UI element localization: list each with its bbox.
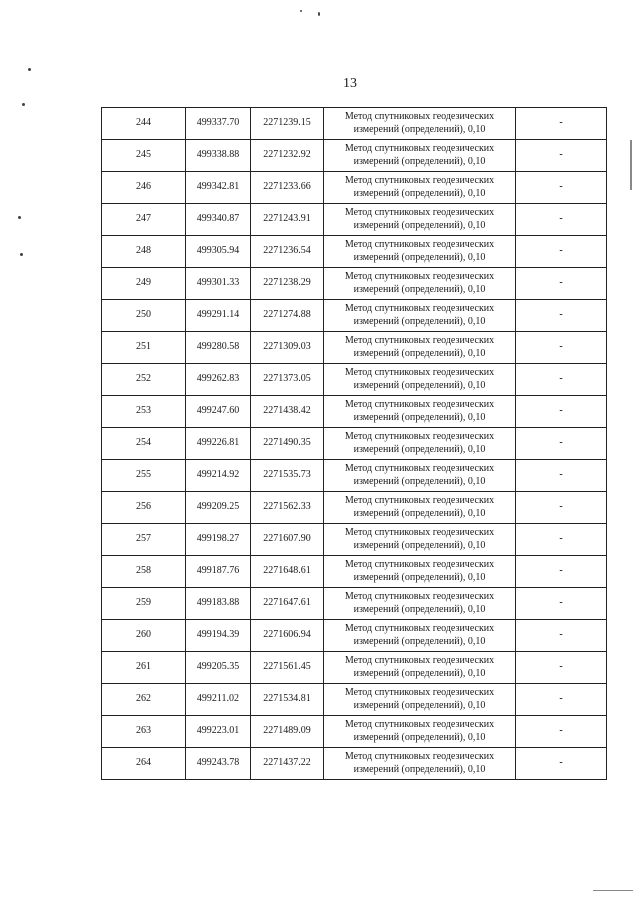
y-coordinate-cell: 2271535.73 (251, 460, 324, 492)
point-number-cell: 244 (102, 108, 186, 140)
method-cell (324, 460, 516, 492)
x-coordinate-cell: 499338.88 (186, 140, 251, 172)
description-cell: - (516, 460, 607, 492)
description-cell: - (516, 172, 607, 204)
description-cell: - (516, 588, 607, 620)
method-line-1: Метод спутниковых геодезических (344, 111, 495, 122)
page-number: 13 (343, 76, 357, 91)
description-cell: - (516, 524, 607, 556)
method-line-2: измерений (определений), 0,10 (353, 155, 486, 167)
method-cell (324, 588, 516, 620)
scan-edge-mark (630, 140, 632, 190)
y-coordinate-cell: 2271236.54 (251, 236, 324, 268)
x-coordinate-cell: 499211.02 (186, 684, 251, 716)
method-cell (324, 620, 516, 652)
y-coordinate-cell: 2271489.09 (251, 716, 324, 748)
table-row (102, 268, 607, 300)
table-row (102, 204, 607, 236)
table-row (102, 364, 607, 396)
method-line-2: измерений (определений), 0,10 (353, 187, 486, 199)
y-coordinate-cell: 2271233.66 (251, 172, 324, 204)
y-coordinate-cell: 2271274.88 (251, 300, 324, 332)
x-coordinate-cell: 499205.35 (186, 652, 251, 684)
method-line-2: измерений (определений), 0,10 (353, 219, 486, 231)
table-row (102, 332, 607, 364)
point-number-cell: 248 (102, 236, 186, 268)
point-number-cell: 263 (102, 716, 186, 748)
description-cell: - (516, 268, 607, 300)
description-cell: - (516, 300, 607, 332)
x-coordinate-cell: 499280.58 (186, 332, 251, 364)
scan-speck (20, 253, 23, 256)
method-line-1: Метод спутниковых геодезических (344, 207, 495, 218)
method-line-1: Метод спутниковых геодезических (344, 559, 495, 570)
method-line-2: измерений (определений), 0,10 (353, 475, 486, 487)
x-coordinate-cell: 499305.94 (186, 236, 251, 268)
method-line-2: измерений (определений), 0,10 (353, 763, 486, 775)
method-line-1: Метод спутниковых геодезических (344, 367, 495, 378)
description-cell: - (516, 492, 607, 524)
description-cell: - (516, 236, 607, 268)
table-row (102, 556, 607, 588)
method-cell (324, 268, 516, 300)
method-line-1: Метод спутниковых геодезических (344, 751, 495, 762)
method-cell (324, 332, 516, 364)
point-number-cell: 258 (102, 556, 186, 588)
point-number-cell: 249 (102, 268, 186, 300)
method-line-2: измерений (определений), 0,10 (353, 603, 486, 615)
point-number-cell: 246 (102, 172, 186, 204)
x-coordinate-cell: 499342.81 (186, 172, 251, 204)
method-cell (324, 236, 516, 268)
x-coordinate-cell: 499226.81 (186, 428, 251, 460)
point-number-cell: 250 (102, 300, 186, 332)
x-coordinate-cell: 499209.25 (186, 492, 251, 524)
point-number-cell: 259 (102, 588, 186, 620)
point-number-cell: 253 (102, 396, 186, 428)
method-line-1: Метод спутниковых геодезических (344, 463, 495, 474)
point-number-cell: 262 (102, 684, 186, 716)
method-line-2: измерений (определений), 0,10 (353, 667, 486, 679)
x-coordinate-cell: 499340.87 (186, 204, 251, 236)
table-row (102, 588, 607, 620)
point-number-cell: 257 (102, 524, 186, 556)
x-coordinate-cell: 499291.14 (186, 300, 251, 332)
table-row (102, 748, 607, 780)
table-row (102, 140, 607, 172)
scan-edge-mark (593, 890, 633, 891)
table-row (102, 684, 607, 716)
method-line-1: Метод спутниковых геодезических (344, 271, 495, 282)
method-line-1: Метод спутниковых геодезических (344, 527, 495, 538)
table-row (102, 236, 607, 268)
table-row (102, 492, 607, 524)
description-cell: - (516, 620, 607, 652)
y-coordinate-cell: 2271373.05 (251, 364, 324, 396)
y-coordinate-cell: 2271243.91 (251, 204, 324, 236)
y-coordinate-cell: 2271648.61 (251, 556, 324, 588)
x-coordinate-cell: 499337.70 (186, 108, 251, 140)
method-cell (324, 172, 516, 204)
method-cell (324, 108, 516, 140)
y-coordinate-cell: 2271561.45 (251, 652, 324, 684)
method-cell (324, 364, 516, 396)
description-cell: - (516, 716, 607, 748)
description-cell: - (516, 364, 607, 396)
x-coordinate-cell: 499198.27 (186, 524, 251, 556)
method-cell (324, 524, 516, 556)
scan-speck (22, 103, 25, 106)
method-cell (324, 300, 516, 332)
method-line-1: Метод спутниковых геодезических (344, 655, 495, 666)
method-line-1: Метод спутниковых геодезических (344, 431, 495, 442)
method-line-1: Метод спутниковых геодезических (344, 687, 495, 698)
scan-speck (300, 10, 302, 12)
table-row (102, 108, 607, 140)
method-cell (324, 396, 516, 428)
method-line-2: измерений (определений), 0,10 (353, 539, 486, 551)
method-line-1: Метод спутниковых геодезических (344, 623, 495, 634)
y-coordinate-cell: 2271239.15 (251, 108, 324, 140)
y-coordinate-cell: 2271607.90 (251, 524, 324, 556)
method-line-2: измерений (определений), 0,10 (353, 315, 486, 327)
scan-speck (18, 216, 21, 219)
scan-speck (28, 68, 31, 71)
method-line-2: измерений (определений), 0,10 (353, 283, 486, 295)
table-row (102, 396, 607, 428)
table-row (102, 172, 607, 204)
y-coordinate-cell: 2271562.33 (251, 492, 324, 524)
method-line-2: измерений (определений), 0,10 (353, 379, 486, 391)
y-coordinate-cell: 2271437.22 (251, 748, 324, 780)
method-line-2: измерений (определений), 0,10 (353, 571, 486, 583)
method-line-2: измерений (определений), 0,10 (353, 251, 486, 263)
y-coordinate-cell: 2271309.03 (251, 332, 324, 364)
x-coordinate-cell: 499194.39 (186, 620, 251, 652)
point-number-cell: 254 (102, 428, 186, 460)
coordinates-table (101, 107, 607, 780)
x-coordinate-cell: 499243.78 (186, 748, 251, 780)
x-coordinate-cell: 499301.33 (186, 268, 251, 300)
description-cell: - (516, 332, 607, 364)
x-coordinate-cell: 499187.76 (186, 556, 251, 588)
x-coordinate-cell: 499247.60 (186, 396, 251, 428)
description-cell: - (516, 204, 607, 236)
x-coordinate-cell: 499223.01 (186, 716, 251, 748)
description-cell: - (516, 396, 607, 428)
method-line-1: Метод спутниковых геодезических (344, 399, 495, 410)
description-cell: - (516, 108, 607, 140)
y-coordinate-cell: 2271238.29 (251, 268, 324, 300)
point-number-cell: 251 (102, 332, 186, 364)
y-coordinate-cell: 2271534.81 (251, 684, 324, 716)
method-cell (324, 556, 516, 588)
method-line-2: измерений (определений), 0,10 (353, 731, 486, 743)
point-number-cell: 255 (102, 460, 186, 492)
table-row (102, 524, 607, 556)
coordinates-table-body (102, 108, 607, 780)
point-number-cell: 264 (102, 748, 186, 780)
method-cell (324, 652, 516, 684)
x-coordinate-cell: 499183.88 (186, 588, 251, 620)
y-coordinate-cell: 2271232.92 (251, 140, 324, 172)
method-cell (324, 684, 516, 716)
point-number-cell: 252 (102, 364, 186, 396)
description-cell: - (516, 748, 607, 780)
method-line-2: измерений (определений), 0,10 (353, 443, 486, 455)
point-number-cell: 245 (102, 140, 186, 172)
method-line-1: Метод спутниковых геодезических (344, 719, 495, 730)
method-line-1: Метод спутниковых геодезических (344, 495, 495, 506)
description-cell: - (516, 556, 607, 588)
point-number-cell: 256 (102, 492, 186, 524)
method-cell (324, 492, 516, 524)
method-line-1: Метод спутниковых геодезических (344, 335, 495, 346)
method-cell (324, 140, 516, 172)
table-row (102, 716, 607, 748)
method-cell (324, 204, 516, 236)
y-coordinate-cell: 2271647.61 (251, 588, 324, 620)
method-cell (324, 716, 516, 748)
method-line-2: измерений (определений), 0,10 (353, 347, 486, 359)
point-number-cell: 260 (102, 620, 186, 652)
description-cell: - (516, 140, 607, 172)
table-row (102, 460, 607, 492)
y-coordinate-cell: 2271490.35 (251, 428, 324, 460)
method-line-1: Метод спутниковых геодезических (344, 175, 495, 186)
method-cell (324, 748, 516, 780)
x-coordinate-cell: 499214.92 (186, 460, 251, 492)
table-row (102, 652, 607, 684)
table-row (102, 620, 607, 652)
method-line-2: измерений (определений), 0,10 (353, 411, 486, 423)
point-number-cell: 261 (102, 652, 186, 684)
method-line-1: Метод спутниковых геодезических (344, 143, 495, 154)
description-cell: - (516, 684, 607, 716)
point-number-cell: 247 (102, 204, 186, 236)
x-coordinate-cell: 499262.83 (186, 364, 251, 396)
method-line-1: Метод спутниковых геодезических (344, 239, 495, 250)
method-line-2: измерений (определений), 0,10 (353, 699, 486, 711)
method-line-2: измерений (определений), 0,10 (353, 635, 486, 647)
table-row (102, 300, 607, 332)
table-row (102, 428, 607, 460)
y-coordinate-cell: 2271606.94 (251, 620, 324, 652)
method-line-1: Метод спутниковых геодезических (344, 591, 495, 602)
scan-speck (318, 12, 320, 16)
y-coordinate-cell: 2271438.42 (251, 396, 324, 428)
method-line-2: измерений (определений), 0,10 (353, 123, 486, 135)
description-cell: - (516, 652, 607, 684)
method-cell (324, 428, 516, 460)
description-cell: - (516, 428, 607, 460)
method-line-2: измерений (определений), 0,10 (353, 507, 486, 519)
method-line-1: Метод спутниковых геодезических (344, 303, 495, 314)
